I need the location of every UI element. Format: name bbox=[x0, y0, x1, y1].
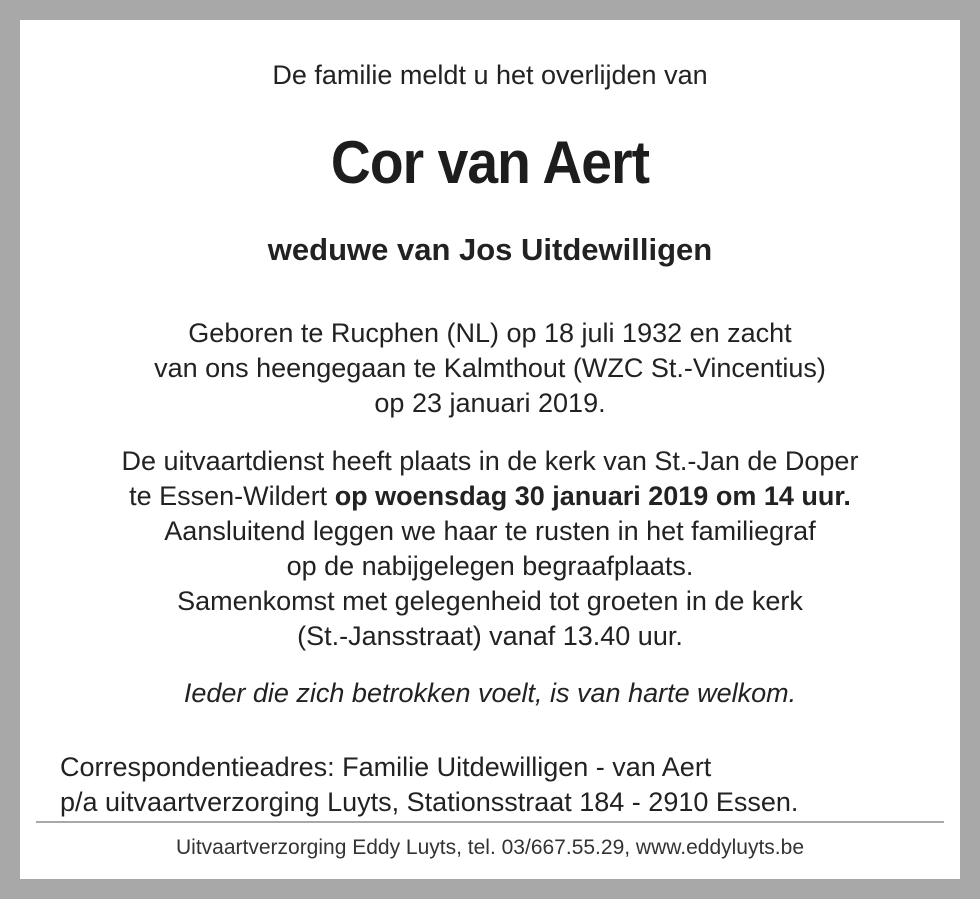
footer-divider bbox=[36, 821, 944, 823]
funeral-service-block bbox=[24, 444, 956, 654]
deceased-name: Cor van Aert bbox=[330, 129, 650, 196]
service-line-4: op de nabijgelegen begraafplaats. bbox=[286, 551, 694, 581]
service-line-5: Samenkomst met gelegenheid tot groeten in de kerk bbox=[177, 586, 803, 616]
birth-line-2: van ons heengegaan te Kalmthout (WZC St.-Vincentius) bbox=[154, 353, 826, 383]
birth-line-1: Geboren te Rucphen (NL) op 18 juli 1932 en zacht bbox=[188, 318, 792, 348]
service-line-6: (St.-Jansstraat) vanaf 13.40 uur. bbox=[297, 621, 683, 651]
correspondence-address bbox=[60, 750, 798, 820]
widow-of-text: weduwe van Jos Uitdewilligen bbox=[267, 232, 713, 267]
birth-death-block bbox=[24, 316, 956, 421]
service-line-3: Aansluitend leggen we haar te rusten in het familiegraf bbox=[164, 516, 816, 546]
service-line-1: De uitvaartdienst heeft plaats in de kerk van St.-Jan de Doper bbox=[121, 446, 859, 476]
address-line-1: Correspondentieadres: Familie Uitdewilligen - van Aert bbox=[60, 752, 712, 782]
service-location-text: te Essen-Wildert bbox=[129, 481, 335, 511]
funeral-director-footer: Uitvaartverzorging Eddy Luyts, tel. 03/667.55.29, www.eddyluyts.be bbox=[175, 836, 804, 859]
intro-text: De familie meldt u het overlijden van bbox=[272, 60, 708, 90]
welcome-text: Ieder die zich betrokken voelt, is van harte welkom. bbox=[183, 678, 797, 708]
address-line-2: p/a uitvaartverzorging Luyts, Stationsstraat 184 - 2910 Essen. bbox=[60, 787, 799, 817]
service-line-2 bbox=[24, 479, 956, 514]
obituary-content bbox=[24, 24, 956, 875]
service-date-time: op woensdag 30 januari 2019 om 14 uur. bbox=[334, 481, 851, 511]
birth-line-3: op 23 januari 2019. bbox=[374, 388, 606, 418]
